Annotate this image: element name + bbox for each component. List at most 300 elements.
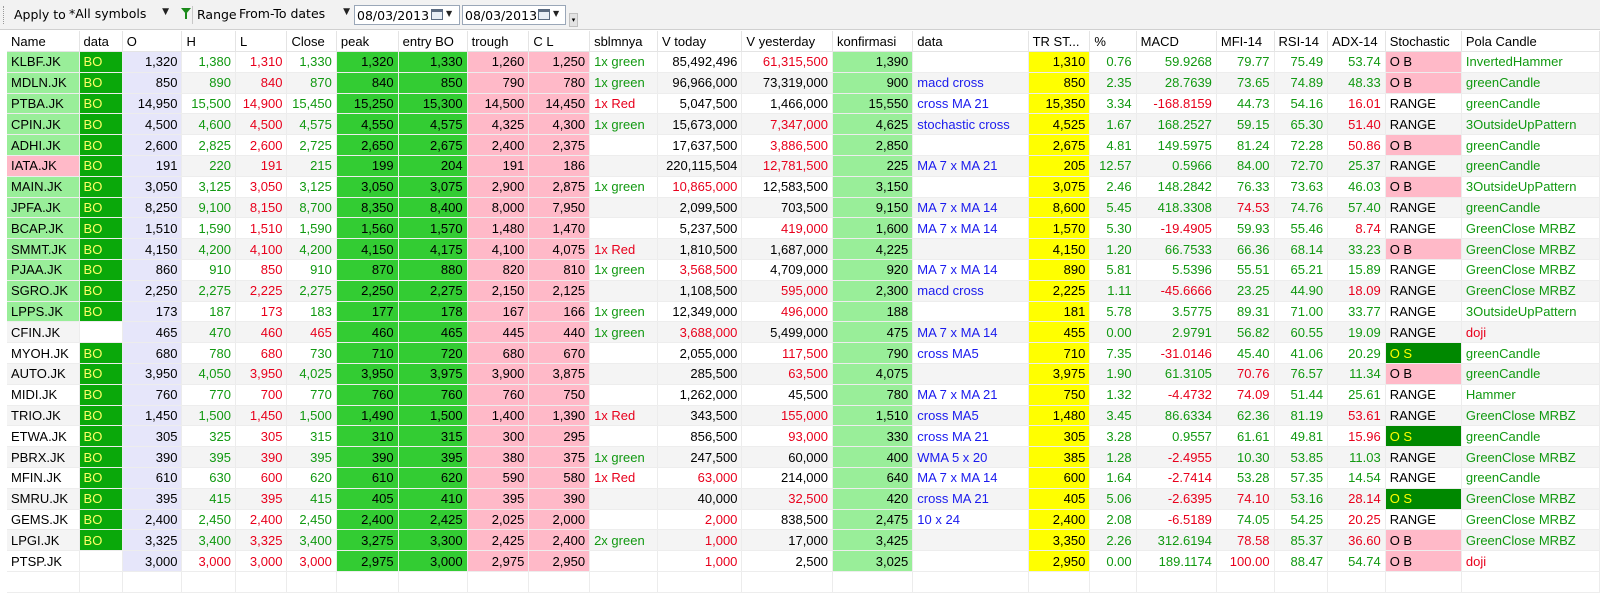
cell-open[interactable]: 2,600: [122, 135, 182, 156]
cell-v-today[interactable]: 5,237,500: [658, 218, 742, 239]
cell-rsi14[interactable]: 41.06: [1274, 343, 1328, 364]
cell-peak[interactable]: 710: [336, 343, 398, 364]
cell-adx14[interactable]: 36.60: [1328, 530, 1386, 551]
cell-rsi14[interactable]: 74.76: [1274, 197, 1328, 218]
cell-trough[interactable]: 2,425: [467, 530, 529, 551]
cell-rsi14[interactable]: 85.37: [1274, 530, 1328, 551]
cell-tr-stop[interactable]: 15,350: [1028, 93, 1090, 114]
cell-close[interactable]: 8,700: [287, 197, 336, 218]
cell-sblmnya[interactable]: [590, 488, 658, 509]
cell-rsi14[interactable]: 76.57: [1274, 363, 1328, 384]
cell-stochastic[interactable]: O B: [1385, 551, 1461, 572]
cell-macd[interactable]: 3.5775: [1136, 301, 1216, 322]
cell-tr-stop[interactable]: 3,975: [1028, 363, 1090, 384]
cell-adx14[interactable]: 15.96: [1328, 426, 1386, 447]
cell-low[interactable]: 395: [236, 488, 287, 509]
cell-mfi14[interactable]: 81.24: [1216, 135, 1274, 156]
cell-macd[interactable]: 61.3105: [1136, 363, 1216, 384]
cell-name[interactable]: KLBF.JK: [7, 52, 79, 73]
cell-close[interactable]: 4,200: [287, 239, 336, 260]
cell-entry-bo[interactable]: 3,300: [398, 530, 467, 551]
cell-konfirmasi[interactable]: 4,075: [833, 363, 913, 384]
cell-v-yesterday[interactable]: 45,500: [742, 384, 833, 405]
cell-high[interactable]: 1,380: [182, 52, 236, 73]
cell-v-yesterday[interactable]: 419,000: [742, 218, 833, 239]
cell-v-yesterday[interactable]: 63,500: [742, 363, 833, 384]
cell-data[interactable]: BO: [79, 488, 122, 509]
cell-low[interactable]: 600: [236, 467, 287, 488]
cell-rsi14[interactable]: 71.00: [1274, 301, 1328, 322]
cell-pola-candle[interactable]: greenCandle: [1461, 72, 1599, 93]
cell-peak[interactable]: 4,150: [336, 239, 398, 260]
cell-rsi14[interactable]: 57.35: [1274, 467, 1328, 488]
cell-cl[interactable]: 186: [529, 155, 590, 176]
cell-open[interactable]: 850: [122, 72, 182, 93]
cell-percent[interactable]: 0.00: [1090, 322, 1136, 343]
cell-data[interactable]: BO: [79, 114, 122, 135]
cell-cl[interactable]: 1,470: [529, 218, 590, 239]
cell-macd[interactable]: -2.6395: [1136, 488, 1216, 509]
cell-entry-bo[interactable]: 2,675: [398, 135, 467, 156]
col-header-tr-stop[interactable]: TR ST...: [1028, 31, 1090, 52]
cell-trough[interactable]: 590: [467, 467, 529, 488]
cell-close[interactable]: 910: [287, 259, 336, 280]
cell-tr-stop[interactable]: 4,150: [1028, 239, 1090, 260]
cell-macd[interactable]: -6.5189: [1136, 509, 1216, 530]
cell-rsi14[interactable]: 88.47: [1274, 551, 1328, 572]
cell-entry-bo[interactable]: 3,975: [398, 363, 467, 384]
cell-data[interactable]: BO: [79, 176, 122, 197]
cell-adx14[interactable]: 25.37: [1328, 155, 1386, 176]
cell-macd[interactable]: -19.4905: [1136, 218, 1216, 239]
cell-high[interactable]: 395: [182, 447, 236, 468]
cell-low[interactable]: 3,325: [236, 530, 287, 551]
cell-pola-candle[interactable]: GreenClose MRBZ: [1461, 488, 1599, 509]
cell-trough[interactable]: 820: [467, 259, 529, 280]
cell-name[interactable]: SMMT.JK: [7, 239, 79, 260]
cell-stochastic[interactable]: RANGE: [1385, 467, 1461, 488]
cell-cl[interactable]: 375: [529, 447, 590, 468]
cell-v-today[interactable]: 1,262,000: [658, 384, 742, 405]
cell-v-today[interactable]: 2,099,500: [658, 197, 742, 218]
cell-mfi14[interactable]: 89.31: [1216, 301, 1274, 322]
cell-entry-bo[interactable]: 178: [398, 301, 467, 322]
cell-cl[interactable]: 7,950: [529, 197, 590, 218]
cell-adx14[interactable]: 53.74: [1328, 52, 1386, 73]
cell-v-today[interactable]: 10,865,000: [658, 176, 742, 197]
cell-tr-stop[interactable]: 4,525: [1028, 114, 1090, 135]
cell-mfi14[interactable]: 100.00: [1216, 551, 1274, 572]
cell-name[interactable]: CFIN.JK: [7, 322, 79, 343]
cell-rsi14[interactable]: 55.46: [1274, 218, 1328, 239]
cell-v-yesterday[interactable]: 32,500: [742, 488, 833, 509]
cell-entry-bo[interactable]: 3,000: [398, 551, 467, 572]
cell-stochastic[interactable]: RANGE: [1385, 384, 1461, 405]
cell-entry-bo[interactable]: 2,425: [398, 509, 467, 530]
cell-open[interactable]: 395: [122, 488, 182, 509]
cell-peak[interactable]: 3,050: [336, 176, 398, 197]
cell-pola-candle[interactable]: greenCandle: [1461, 197, 1599, 218]
cell-data[interactable]: BO: [79, 447, 122, 468]
calendar-icon[interactable]: [431, 9, 443, 20]
cell-open[interactable]: 3,325: [122, 530, 182, 551]
cell-mfi14[interactable]: 74.05: [1216, 509, 1274, 530]
cell-konfirmasi[interactable]: 780: [833, 384, 913, 405]
cell-open[interactable]: 4,150: [122, 239, 182, 260]
cell-data-signal[interactable]: [913, 530, 1028, 551]
cell-name[interactable]: TRIO.JK: [7, 405, 79, 426]
cell-v-yesterday[interactable]: 595,000: [742, 280, 833, 301]
cell-mfi14[interactable]: 44.73: [1216, 93, 1274, 114]
cell-cl[interactable]: 2,000: [529, 509, 590, 530]
cell-cl[interactable]: 2,950: [529, 551, 590, 572]
table-row[interactable]: [7, 447, 1600, 468]
cell-v-today[interactable]: 285,500: [658, 363, 742, 384]
table-row[interactable]: [7, 280, 1600, 301]
cell-tr-stop[interactable]: 600: [1028, 467, 1090, 488]
col-header-percent[interactable]: %: [1090, 31, 1136, 52]
cell-adx14[interactable]: 57.40: [1328, 197, 1386, 218]
cell-cl[interactable]: 4,075: [529, 239, 590, 260]
cell-v-yesterday[interactable]: 61,315,500: [742, 52, 833, 73]
cell-v-today[interactable]: 85,492,496: [658, 52, 742, 73]
cell-high[interactable]: 415: [182, 488, 236, 509]
cell-peak[interactable]: 199: [336, 155, 398, 176]
cell-cl[interactable]: 750: [529, 384, 590, 405]
cell-konfirmasi[interactable]: 1,600: [833, 218, 913, 239]
cell-entry-bo[interactable]: 3,075: [398, 176, 467, 197]
cell-macd[interactable]: 59.9268: [1136, 52, 1216, 73]
cell-adx14[interactable]: 51.40: [1328, 114, 1386, 135]
cell-macd[interactable]: 189.1174: [1136, 551, 1216, 572]
cell-v-today[interactable]: 1,000: [658, 551, 742, 572]
cell-close[interactable]: 2,725: [287, 135, 336, 156]
cell-high[interactable]: 770: [182, 384, 236, 405]
cell-low[interactable]: 4,100: [236, 239, 287, 260]
cell-cl[interactable]: 1,390: [529, 405, 590, 426]
col-header-data-signal[interactable]: data: [913, 31, 1028, 52]
cell-high[interactable]: 890: [182, 72, 236, 93]
cell-data[interactable]: BO: [79, 72, 122, 93]
cell-percent[interactable]: 1.90: [1090, 363, 1136, 384]
cell-high[interactable]: 4,200: [182, 239, 236, 260]
cell-pola-candle[interactable]: InvertedHammer: [1461, 52, 1599, 73]
cell-percent[interactable]: 2.26: [1090, 530, 1136, 551]
cell-rsi14[interactable]: 51.44: [1274, 384, 1328, 405]
cell-peak[interactable]: 8,350: [336, 197, 398, 218]
cell-pola-candle[interactable]: greenCandle: [1461, 426, 1599, 447]
cell-data[interactable]: BO: [79, 363, 122, 384]
cell-name[interactable]: SMRU.JK: [7, 488, 79, 509]
cell-v-yesterday[interactable]: 1,687,000: [742, 239, 833, 260]
cell-konfirmasi[interactable]: 900: [833, 72, 913, 93]
cell-v-today[interactable]: 343,500: [658, 405, 742, 426]
cell-rsi14[interactable]: 54.16: [1274, 93, 1328, 114]
cell-close[interactable]: 183: [287, 301, 336, 322]
cell-sblmnya[interactable]: 1x green: [590, 301, 658, 322]
cell-data[interactable]: BO: [79, 530, 122, 551]
cell-trough[interactable]: 300: [467, 426, 529, 447]
cell-konfirmasi[interactable]: 475: [833, 322, 913, 343]
cell-sblmnya[interactable]: 1x green: [590, 322, 658, 343]
cell-percent[interactable]: 5.30: [1090, 218, 1136, 239]
cell-cl[interactable]: 2,125: [529, 280, 590, 301]
cell-open[interactable]: 3,950: [122, 363, 182, 384]
cell-data-signal[interactable]: [913, 363, 1028, 384]
cell-data-signal[interactable]: MA 7 x MA 14: [913, 218, 1028, 239]
cell-tr-stop[interactable]: 1,310: [1028, 52, 1090, 73]
cell-percent[interactable]: 4.81: [1090, 135, 1136, 156]
cell-tr-stop[interactable]: 2,675: [1028, 135, 1090, 156]
cell-close[interactable]: 1,590: [287, 218, 336, 239]
cell-sblmnya[interactable]: [590, 551, 658, 572]
cell-data[interactable]: BO: [79, 155, 122, 176]
cell-cl[interactable]: 780: [529, 72, 590, 93]
cell-sblmnya[interactable]: [590, 426, 658, 447]
cell-data[interactable]: BO: [79, 343, 122, 364]
cell-open[interactable]: 191: [122, 155, 182, 176]
cell-high[interactable]: 15,500: [182, 93, 236, 114]
cell-percent[interactable]: 3.34: [1090, 93, 1136, 114]
col-header-low[interactable]: L: [236, 31, 287, 52]
table-row[interactable]: [7, 52, 1600, 73]
cell-v-yesterday[interactable]: 2,500: [742, 551, 833, 572]
cell-v-today[interactable]: 856,500: [658, 426, 742, 447]
cell-name[interactable]: MDLN.JK: [7, 72, 79, 93]
cell-adx14[interactable]: 8.74: [1328, 218, 1386, 239]
cell-low[interactable]: 390: [236, 447, 287, 468]
cell-name[interactable]: MYOH.JK: [7, 343, 79, 364]
cell-name[interactable]: MIDI.JK: [7, 384, 79, 405]
cell-name[interactable]: SGRO.JK: [7, 280, 79, 301]
col-header-pola-candle[interactable]: Pola Candle: [1461, 31, 1599, 52]
cell-rsi14[interactable]: 75.49: [1274, 52, 1328, 73]
cell-low[interactable]: 840: [236, 72, 287, 93]
cell-mfi14[interactable]: 45.40: [1216, 343, 1274, 364]
table-row[interactable]: [7, 384, 1600, 405]
cell-konfirmasi[interactable]: 3,025: [833, 551, 913, 572]
cell-name[interactable]: AUTO.JK: [7, 363, 79, 384]
cell-entry-bo[interactable]: 880: [398, 259, 467, 280]
cell-peak[interactable]: 177: [336, 301, 398, 322]
cell-pola-candle[interactable]: Hammer: [1461, 384, 1599, 405]
cell-rsi14[interactable]: 72.28: [1274, 135, 1328, 156]
table-row[interactable]: [7, 509, 1600, 530]
cell-macd[interactable]: -2.4955: [1136, 447, 1216, 468]
col-header-cl[interactable]: C L: [529, 31, 590, 52]
cell-stochastic[interactable]: RANGE: [1385, 155, 1461, 176]
cell-mfi14[interactable]: 73.65: [1216, 72, 1274, 93]
cell-low[interactable]: 700: [236, 384, 287, 405]
cell-v-yesterday[interactable]: 93,000: [742, 426, 833, 447]
cell-low[interactable]: 2,600: [236, 135, 287, 156]
cell-close[interactable]: 770: [287, 384, 336, 405]
cell-konfirmasi[interactable]: 1,510: [833, 405, 913, 426]
calendar-icon[interactable]: [538, 9, 550, 20]
cell-sblmnya[interactable]: 1x green: [590, 72, 658, 93]
cell-close[interactable]: 3,400: [287, 530, 336, 551]
cell-entry-bo[interactable]: 620: [398, 467, 467, 488]
cell-sblmnya[interactable]: 1x Red: [590, 93, 658, 114]
cell-macd[interactable]: 418.3308: [1136, 197, 1216, 218]
cell-trough[interactable]: 4,100: [467, 239, 529, 260]
cell-peak[interactable]: 760: [336, 384, 398, 405]
cell-pola-candle[interactable]: GreenClose MRBZ: [1461, 447, 1599, 468]
col-header-open[interactable]: O: [122, 31, 182, 52]
col-header-konfirmasi[interactable]: konfirmasi: [833, 31, 913, 52]
cell-data[interactable]: BO: [79, 239, 122, 260]
cell-peak[interactable]: 870: [336, 259, 398, 280]
cell-tr-stop[interactable]: 385: [1028, 447, 1090, 468]
cell-data[interactable]: BO: [79, 467, 122, 488]
cell-adx14[interactable]: 11.03: [1328, 447, 1386, 468]
cell-percent[interactable]: 5.06: [1090, 488, 1136, 509]
cell-sblmnya[interactable]: [590, 135, 658, 156]
cell-v-yesterday[interactable]: 3,886,500: [742, 135, 833, 156]
cell-open[interactable]: 610: [122, 467, 182, 488]
cell-trough[interactable]: 2,150: [467, 280, 529, 301]
cell-data-signal[interactable]: cross MA 21: [913, 93, 1028, 114]
cell-low[interactable]: 191: [236, 155, 287, 176]
date-to-picker[interactable]: [462, 5, 566, 25]
cell-rsi14[interactable]: 74.89: [1274, 72, 1328, 93]
cell-close[interactable]: 465: [287, 322, 336, 343]
cell-name[interactable]: MFIN.JK: [7, 467, 79, 488]
cell-peak[interactable]: 610: [336, 467, 398, 488]
table-row[interactable]: [7, 93, 1600, 114]
cell-data-signal[interactable]: MA 7 x MA 21: [913, 384, 1028, 405]
table-row[interactable]: [7, 363, 1600, 384]
cell-data-signal[interactable]: [913, 135, 1028, 156]
table-row[interactable]: [7, 259, 1600, 280]
cell-macd[interactable]: 28.7639: [1136, 72, 1216, 93]
table-row[interactable]: [7, 197, 1600, 218]
cell-open[interactable]: 305: [122, 426, 182, 447]
table-row[interactable]: [7, 488, 1600, 509]
cell-open[interactable]: 1,320: [122, 52, 182, 73]
cell-konfirmasi[interactable]: 3,150: [833, 176, 913, 197]
cell-konfirmasi[interactable]: 9,150: [833, 197, 913, 218]
cell-close[interactable]: 4,575: [287, 114, 336, 135]
table-row[interactable]: [7, 176, 1600, 197]
cell-adx14[interactable]: 18.09: [1328, 280, 1386, 301]
cell-adx14[interactable]: 20.29: [1328, 343, 1386, 364]
cell-open[interactable]: 173: [122, 301, 182, 322]
cell-cl[interactable]: 390: [529, 488, 590, 509]
cell-v-yesterday[interactable]: 1,466,000: [742, 93, 833, 114]
cell-percent[interactable]: 1.64: [1090, 467, 1136, 488]
cell-konfirmasi[interactable]: 400: [833, 447, 913, 468]
table-row[interactable]: [7, 155, 1600, 176]
apply-to-dropdown[interactable]: [69, 6, 171, 25]
cell-adx14[interactable]: 33.23: [1328, 239, 1386, 260]
cell-stochastic[interactable]: O S: [1385, 488, 1461, 509]
cell-rsi14[interactable]: 60.55: [1274, 322, 1328, 343]
cell-v-today[interactable]: 5,047,500: [658, 93, 742, 114]
cell-name[interactable]: ETWA.JK: [7, 426, 79, 447]
cell-low[interactable]: 3,000: [236, 551, 287, 572]
cell-peak[interactable]: 3,950: [336, 363, 398, 384]
cell-trough[interactable]: 4,325: [467, 114, 529, 135]
cell-adx14[interactable]: 15.89: [1328, 259, 1386, 280]
cell-stochastic[interactable]: RANGE: [1385, 405, 1461, 426]
cell-v-today[interactable]: 17,637,500: [658, 135, 742, 156]
cell-close[interactable]: 1,500: [287, 405, 336, 426]
cell-pola-candle[interactable]: 3OutsideUpPattern: [1461, 114, 1599, 135]
cell-cl[interactable]: 670: [529, 343, 590, 364]
cell-entry-bo[interactable]: 2,275: [398, 280, 467, 301]
table-row[interactable]: [7, 405, 1600, 426]
cell-close[interactable]: 1,330: [287, 52, 336, 73]
cell-konfirmasi[interactable]: 420: [833, 488, 913, 509]
cell-entry-bo[interactable]: 4,575: [398, 114, 467, 135]
cell-pola-candle[interactable]: greenCandle: [1461, 343, 1599, 364]
cell-open[interactable]: 465: [122, 322, 182, 343]
cell-mfi14[interactable]: 66.36: [1216, 239, 1274, 260]
cell-pola-candle[interactable]: doji: [1461, 551, 1599, 572]
cell-trough[interactable]: 2,900: [467, 176, 529, 197]
cell-entry-bo[interactable]: 4,175: [398, 239, 467, 260]
cell-peak[interactable]: 2,975: [336, 551, 398, 572]
cell-data[interactable]: BO: [79, 197, 122, 218]
cell-macd[interactable]: 86.6334: [1136, 405, 1216, 426]
cell-sblmnya[interactable]: [590, 384, 658, 405]
cell-sblmnya[interactable]: 1x green: [590, 447, 658, 468]
cell-konfirmasi[interactable]: 2,850: [833, 135, 913, 156]
cell-percent[interactable]: 3.28: [1090, 426, 1136, 447]
cell-entry-bo[interactable]: 850: [398, 72, 467, 93]
cell-v-today[interactable]: 1,000: [658, 530, 742, 551]
cell-v-today[interactable]: 247,500: [658, 447, 742, 468]
cell-peak[interactable]: 1,560: [336, 218, 398, 239]
cell-name[interactable]: PJAA.JK: [7, 259, 79, 280]
cell-mfi14[interactable]: 79.77: [1216, 52, 1274, 73]
cell-stochastic[interactable]: RANGE: [1385, 218, 1461, 239]
cell-data-signal[interactable]: [913, 301, 1028, 322]
cell-tr-stop[interactable]: 850: [1028, 72, 1090, 93]
cell-macd[interactable]: -31.0146: [1136, 343, 1216, 364]
cell-v-yesterday[interactable]: 73,319,000: [742, 72, 833, 93]
cell-sblmnya[interactable]: [590, 197, 658, 218]
cell-percent[interactable]: 1.67: [1090, 114, 1136, 135]
cell-v-yesterday[interactable]: 5,499,000: [742, 322, 833, 343]
cell-stochastic[interactable]: O B: [1385, 363, 1461, 384]
cell-pola-candle[interactable]: greenCandle: [1461, 135, 1599, 156]
cell-name[interactable]: PBRX.JK: [7, 447, 79, 468]
cell-trough[interactable]: 395: [467, 488, 529, 509]
cell-v-today[interactable]: 2,055,000: [658, 343, 742, 364]
cell-tr-stop[interactable]: 405: [1028, 488, 1090, 509]
cell-close[interactable]: 315: [287, 426, 336, 447]
cell-open[interactable]: 3,050: [122, 176, 182, 197]
cell-pola-candle[interactable]: GreenClose MRBZ: [1461, 280, 1599, 301]
table-row[interactable]: [7, 467, 1600, 488]
cell-entry-bo[interactable]: 720: [398, 343, 467, 364]
cell-v-today[interactable]: 1,108,500: [658, 280, 742, 301]
cell-konfirmasi[interactable]: 4,625: [833, 114, 913, 135]
cell-trough[interactable]: 14,500: [467, 93, 529, 114]
cell-rsi14[interactable]: 54.25: [1274, 509, 1328, 530]
cell-stochastic[interactable]: RANGE: [1385, 447, 1461, 468]
cell-tr-stop[interactable]: 1,480: [1028, 405, 1090, 426]
cell-low[interactable]: 14,900: [236, 93, 287, 114]
cell-v-yesterday[interactable]: 12,583,500: [742, 176, 833, 197]
cell-sblmnya[interactable]: [590, 155, 658, 176]
cell-data-signal[interactable]: MA 7 x MA 21: [913, 155, 1028, 176]
cell-data[interactable]: BO: [79, 384, 122, 405]
cell-data-signal[interactable]: WMA 5 x 20: [913, 447, 1028, 468]
cell-data[interactable]: BO: [79, 52, 122, 73]
